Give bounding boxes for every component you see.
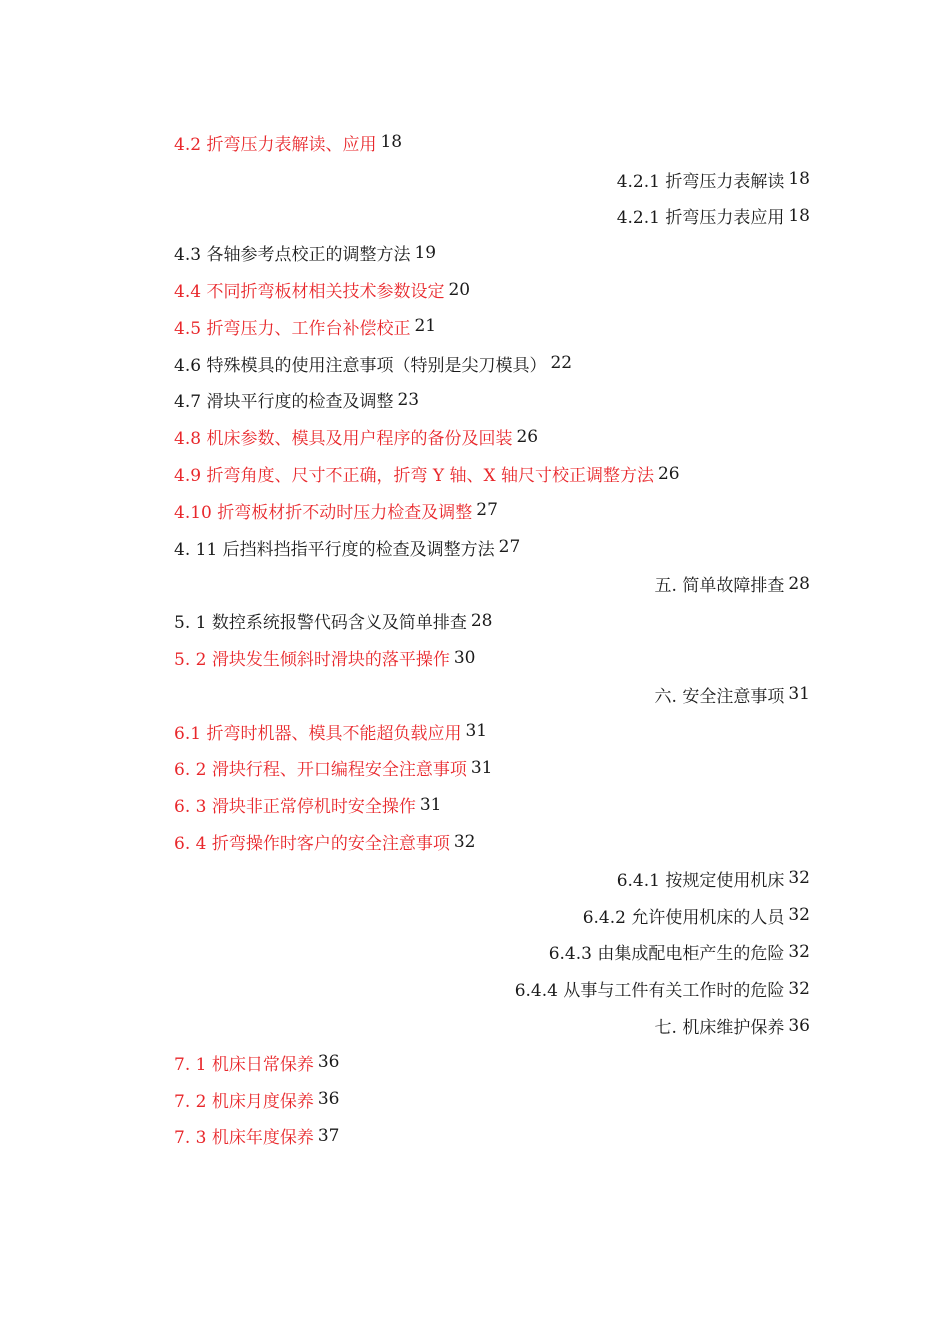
toc-entry-page-number: 30: [453, 647, 476, 668]
toc-entry-title: 4.3 各轴参考点校正的调整方法: [174, 245, 411, 266]
toc-entry-title: 4.9 折弯角度、尺寸不正确，折弯 Y 轴、X 轴尺寸校正调整方法: [174, 466, 654, 487]
toc-entry[interactable]: [174, 198, 810, 235]
toc-entry-title: 六. 安全注意事项: [654, 686, 785, 707]
toc-entry[interactable]: [174, 161, 810, 198]
toc-entry-page-number: 32: [788, 941, 810, 962]
toc-entry-title: 5. 2 滑块发生倾斜时滑块的落平操作: [174, 650, 450, 671]
toc-entry[interactable]: [174, 676, 810, 713]
toc-entry-page-number: 31: [465, 721, 488, 742]
toc-entry[interactable]: [174, 713, 810, 750]
toc-entry-page-number: 36: [317, 1052, 340, 1073]
toc-entry[interactable]: [174, 492, 810, 529]
toc-entry-title: 4.8 机床参数、模具及用户程序的备份及回装: [174, 429, 513, 450]
toc-entry-title: 6.4.3 由集成配电柜产生的危险: [548, 944, 785, 965]
toc-entry[interactable]: [174, 1118, 810, 1155]
toc-entry[interactable]: [174, 566, 810, 603]
toc-entry-page-number: 21: [414, 316, 437, 337]
toc-entry-title: 4.2.1 折弯压力表解读: [616, 171, 785, 192]
toc-entry[interactable]: [174, 786, 810, 823]
toc-entry-title: 6.4.1 按规定使用机床: [616, 870, 785, 891]
toc-entry-page-number: 28: [470, 610, 493, 631]
toc-entry[interactable]: [174, 897, 810, 934]
toc-entry-title: 七. 机床维护保养: [654, 1018, 785, 1039]
toc-entry[interactable]: [174, 455, 810, 492]
toc-entry-title: 7. 3 机床年度保养: [174, 1128, 314, 1149]
toc-entry-page-number: 32: [453, 831, 476, 852]
toc-entry-title: 4.2 折弯压力表解读、应用: [174, 134, 377, 155]
toc-entry[interactable]: [174, 602, 810, 639]
toc-entry-title: 5. 1 数控系统报警代码含义及简单排查: [174, 613, 467, 634]
toc-entry-page-number: 22: [550, 353, 573, 374]
toc-entry-title: 6.4.2 允许使用机床的人员: [582, 907, 785, 928]
toc-entry-page-number: 32: [788, 868, 810, 889]
toc-entry-page-number: 31: [470, 757, 493, 778]
toc-entry-title: 4. 11 后挡料挡指平行度的检查及调整方法: [174, 539, 495, 560]
toc-entry-page-number: 18: [380, 132, 403, 153]
toc-entry-page-number: 26: [657, 463, 680, 484]
toc-entry[interactable]: [174, 1007, 810, 1044]
toc-entry-title: 4.2.1 折弯压力表应用: [616, 208, 785, 229]
table-of-contents: [174, 124, 810, 1154]
toc-entry-title: 4.4 不同折弯板材相关技术参数设定: [174, 282, 445, 303]
toc-entry[interactable]: [174, 823, 810, 860]
toc-entry[interactable]: [174, 639, 810, 676]
toc-entry[interactable]: [174, 1081, 810, 1118]
toc-entry-title: 6. 2 滑块行程、开口编程安全注意事项: [174, 760, 467, 781]
toc-entry[interactable]: [174, 750, 810, 787]
toc-entry-page-number: 18: [788, 169, 810, 190]
toc-entry-page-number: 18: [788, 205, 810, 226]
toc-entry-title: 6.1 折弯时机器、模具不能超负载应用: [174, 723, 462, 744]
toc-entry-title: 7. 1 机床日常保养: [174, 1054, 314, 1075]
toc-entry-title: 6.4.4 从事与工件有关工作时的危险: [514, 981, 785, 1002]
toc-entry[interactable]: [174, 234, 810, 271]
toc-entry-title: 6. 3 滑块非正常停机时安全操作: [174, 797, 416, 818]
toc-entry-page-number: 31: [788, 684, 810, 705]
toc-entry[interactable]: [174, 970, 810, 1007]
toc-entry-page-number: 31: [419, 794, 442, 815]
toc-entry[interactable]: [174, 271, 810, 308]
toc-entry-page-number: 37: [317, 1125, 340, 1146]
toc-entry[interactable]: [174, 934, 810, 971]
toc-entry-page-number: 32: [788, 905, 810, 926]
toc-entry-page-number: 36: [317, 1089, 340, 1110]
toc-entry-page-number: 26: [516, 426, 539, 447]
toc-entry[interactable]: [174, 345, 810, 382]
toc-entry-page-number: 28: [788, 573, 810, 594]
toc-entry[interactable]: [174, 860, 810, 897]
toc-entry-page-number: 27: [498, 537, 521, 558]
toc-entry-page-number: 23: [397, 389, 420, 410]
toc-entry-title: 7. 2 机床月度保养: [174, 1091, 314, 1112]
toc-entry[interactable]: [174, 418, 810, 455]
toc-entry-page-number: 27: [476, 500, 498, 521]
toc-entry-page-number: 20: [448, 279, 471, 300]
toc-entry-page-number: 36: [788, 1015, 810, 1036]
toc-entry-title: 4.6 特殊模具的使用注意事项（特别是尖刀模具）: [174, 355, 547, 376]
toc-entry-page-number: 32: [788, 978, 810, 999]
toc-entry[interactable]: [174, 308, 810, 345]
toc-entry-title: 4.5 折弯压力、工作台补偿校正: [174, 318, 411, 339]
toc-entry-title: 4.7 滑块平行度的检查及调整: [174, 392, 394, 413]
toc-entry-title: 4.10 折弯板材折不动时压力检查及调整: [174, 502, 473, 523]
toc-entry-title: 6. 4 折弯操作时客户的安全注意事项: [174, 834, 450, 855]
toc-entry[interactable]: [174, 382, 810, 419]
toc-entry[interactable]: [174, 124, 810, 161]
toc-entry-title: 五. 简单故障排查: [654, 576, 785, 597]
toc-entry[interactable]: [174, 529, 810, 566]
toc-entry-page-number: 19: [414, 242, 437, 263]
toc-entry[interactable]: [174, 1044, 810, 1081]
